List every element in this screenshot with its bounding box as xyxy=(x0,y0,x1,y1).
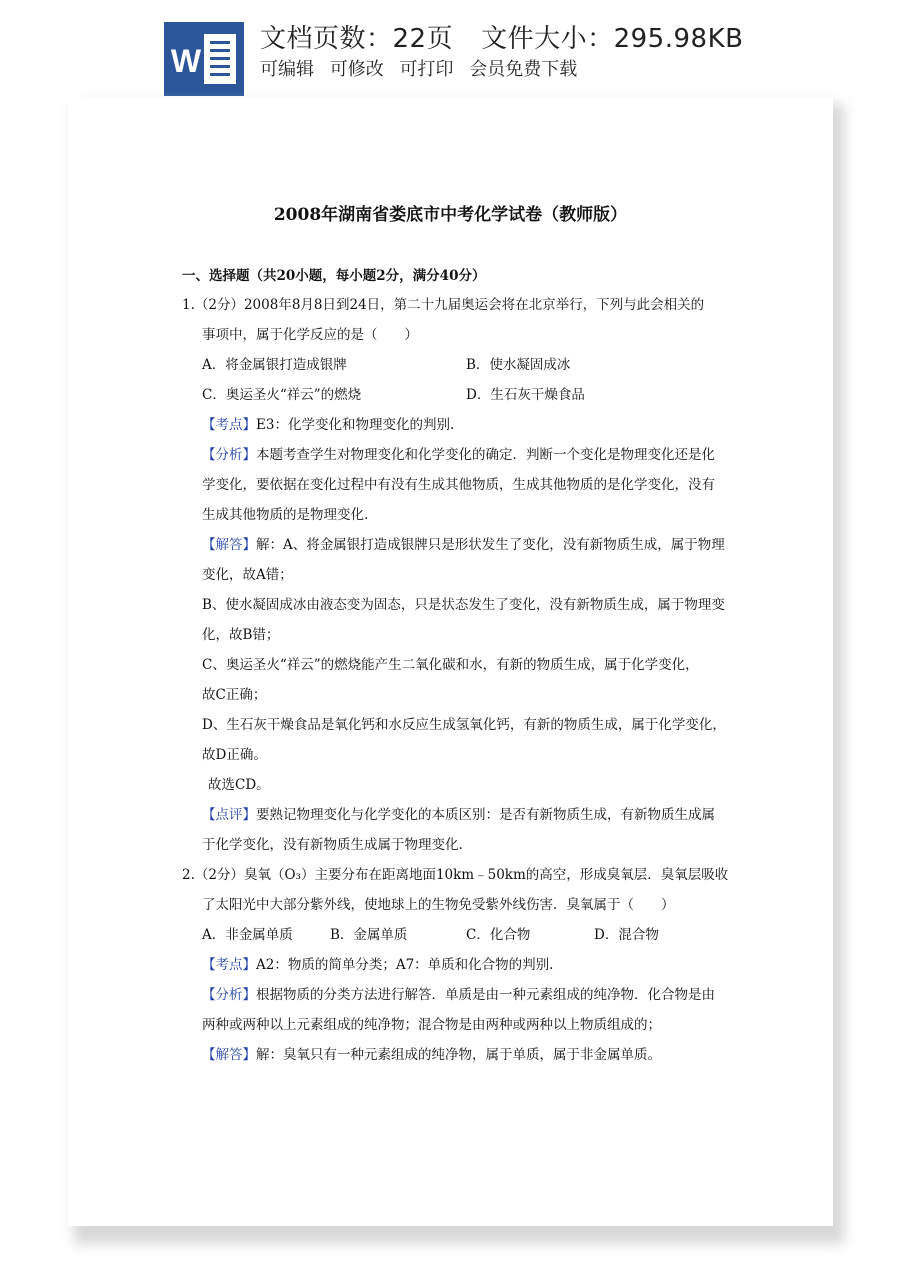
document-title: 2008年湖南省娄底市中考化学试卷（教师版） xyxy=(273,205,628,225)
file-size: 文件大小：295.98KB xyxy=(481,24,744,54)
fenxi-tag: 【分析】 xyxy=(202,447,256,463)
q2-fenxi-cont: 两种或两种以上元素组成的纯净物；混合物是由两种或两种以上物质组成的； xyxy=(202,1017,661,1033)
q2-kaodian: 【考点】A2：物质的简单分类；A7：单质和化合物的判别. xyxy=(202,957,554,973)
dianping-tag: 【点评】 xyxy=(202,807,256,823)
q1-jieda-line-5: C、奥运圣火“祥云”的燃烧能产生二氧化碳和水，有新的物质生成，属于化学变化， xyxy=(202,657,699,673)
fenxi-tag: 【分析】 xyxy=(202,987,256,1003)
document-page xyxy=(68,97,833,1226)
question-1-text: 1.（2分）2008年8月8日到24日，第二十九届奥运会将在北京举行，下列与此会相关的 xyxy=(182,297,705,313)
q2-option-b: B．金属单质 xyxy=(330,927,408,943)
q1-answer: 故选CD。 xyxy=(208,777,270,793)
q2-fenxi: 【分析】根据物质的分类方法进行解答．单质是由一种元素组成的纯净物．化合物是由 xyxy=(202,987,715,1003)
q1-jieda-line-8: 故D正确。 xyxy=(202,747,267,763)
q2-option-d: D．混合物 xyxy=(594,927,659,943)
q2-jieda: 【解答】解：臭氧只有一种元素组成的纯净物，属于单质，属于非金属单质。 xyxy=(202,1047,661,1063)
svg-text:W: W xyxy=(170,43,202,79)
q1-jieda-line-7: D、生石灰干燥食品是氧化钙和水反应生成氢氧化钙，有新的物质生成，属于化学变化， xyxy=(202,717,726,733)
question-2-text: 2.（2分）臭氧（O₃）主要分布在距离地面10km﹣50km的高空，形成臭氧层．臭氧层吸收 xyxy=(182,867,729,883)
q1-fenxi-cont-1: 学变化，要依据在变化过程中有没有生成其他物质，生成其他物质的是化学变化，没有 xyxy=(202,477,715,493)
q1-option-b: B．使水凝固成冰 xyxy=(466,357,571,373)
section-heading: 一、选择题（共20小题，每小题2分，满分40分） xyxy=(182,268,486,284)
q2-option-c: C．化合物 xyxy=(466,927,531,943)
kaodian-tag: 【考点】 xyxy=(202,957,256,973)
q1-fenxi-cont-2: 生成其他物质的是物理变化. xyxy=(202,507,369,523)
q1-jieda-line-2: 变化，故A错； xyxy=(202,567,293,583)
feature-editable: 可编辑 xyxy=(260,59,314,80)
question-2-text-cont: 了太阳光中大部分紫外线，使地球上的生物免受紫外线伤害．臭氧属于（ ） xyxy=(202,897,675,913)
q1-option-c: C．奥运圣火“祥云”的燃烧 xyxy=(202,387,362,403)
jieda-tag: 【解答】 xyxy=(202,1047,256,1063)
q1-kaodian: 【考点】E3：化学变化和物理变化的判别. xyxy=(202,417,455,433)
q2-option-a: A．非金属单质 xyxy=(202,927,293,943)
file-info xyxy=(260,18,743,55)
word-document-icon xyxy=(164,22,244,96)
q1-fenxi: 【分析】本题考查学生对物理变化和化学变化的确定．判断一个变化是物理变化还是化 xyxy=(202,447,715,463)
q1-jieda-line-6: 故C正确； xyxy=(202,687,267,703)
feature-modifiable: 可修改 xyxy=(329,59,384,80)
question-1-text-cont: 事项中，属于化学反应的是（ ） xyxy=(202,327,418,343)
q1-option-d: D．生石灰干燥食品 xyxy=(466,387,585,403)
q1-jieda-line-4: 化，故B错； xyxy=(202,627,280,643)
download-banner xyxy=(0,0,900,100)
q1-option-a: A．将金属银打造成银牌 xyxy=(202,357,347,373)
page-count: 文档页数：22页 xyxy=(260,24,454,54)
jieda-tag: 【解答】 xyxy=(202,537,256,553)
feature-free-download: 会员免费下载 xyxy=(469,59,578,80)
q1-jieda-line-3: B、使水凝固成冰由液态变为固态，只是状态发生了变化，没有新物质生成，属于物理变 xyxy=(202,597,725,613)
q1-dianping: 【点评】要熟记物理变化与化学变化的本质区别：是否有新物质生成，有新物质生成属 xyxy=(202,807,715,823)
q1-dianping-cont: 于化学变化，没有新物质生成属于物理变化. xyxy=(202,837,463,853)
feature-printable: 可打印 xyxy=(399,59,454,80)
kaodian-tag: 【考点】 xyxy=(202,417,256,433)
feature-list xyxy=(260,55,587,81)
q1-jieda: 【解答】解：A、将金属银打造成银牌只是形状发生了变化，没有新物质生成，属于物理 xyxy=(202,537,725,553)
